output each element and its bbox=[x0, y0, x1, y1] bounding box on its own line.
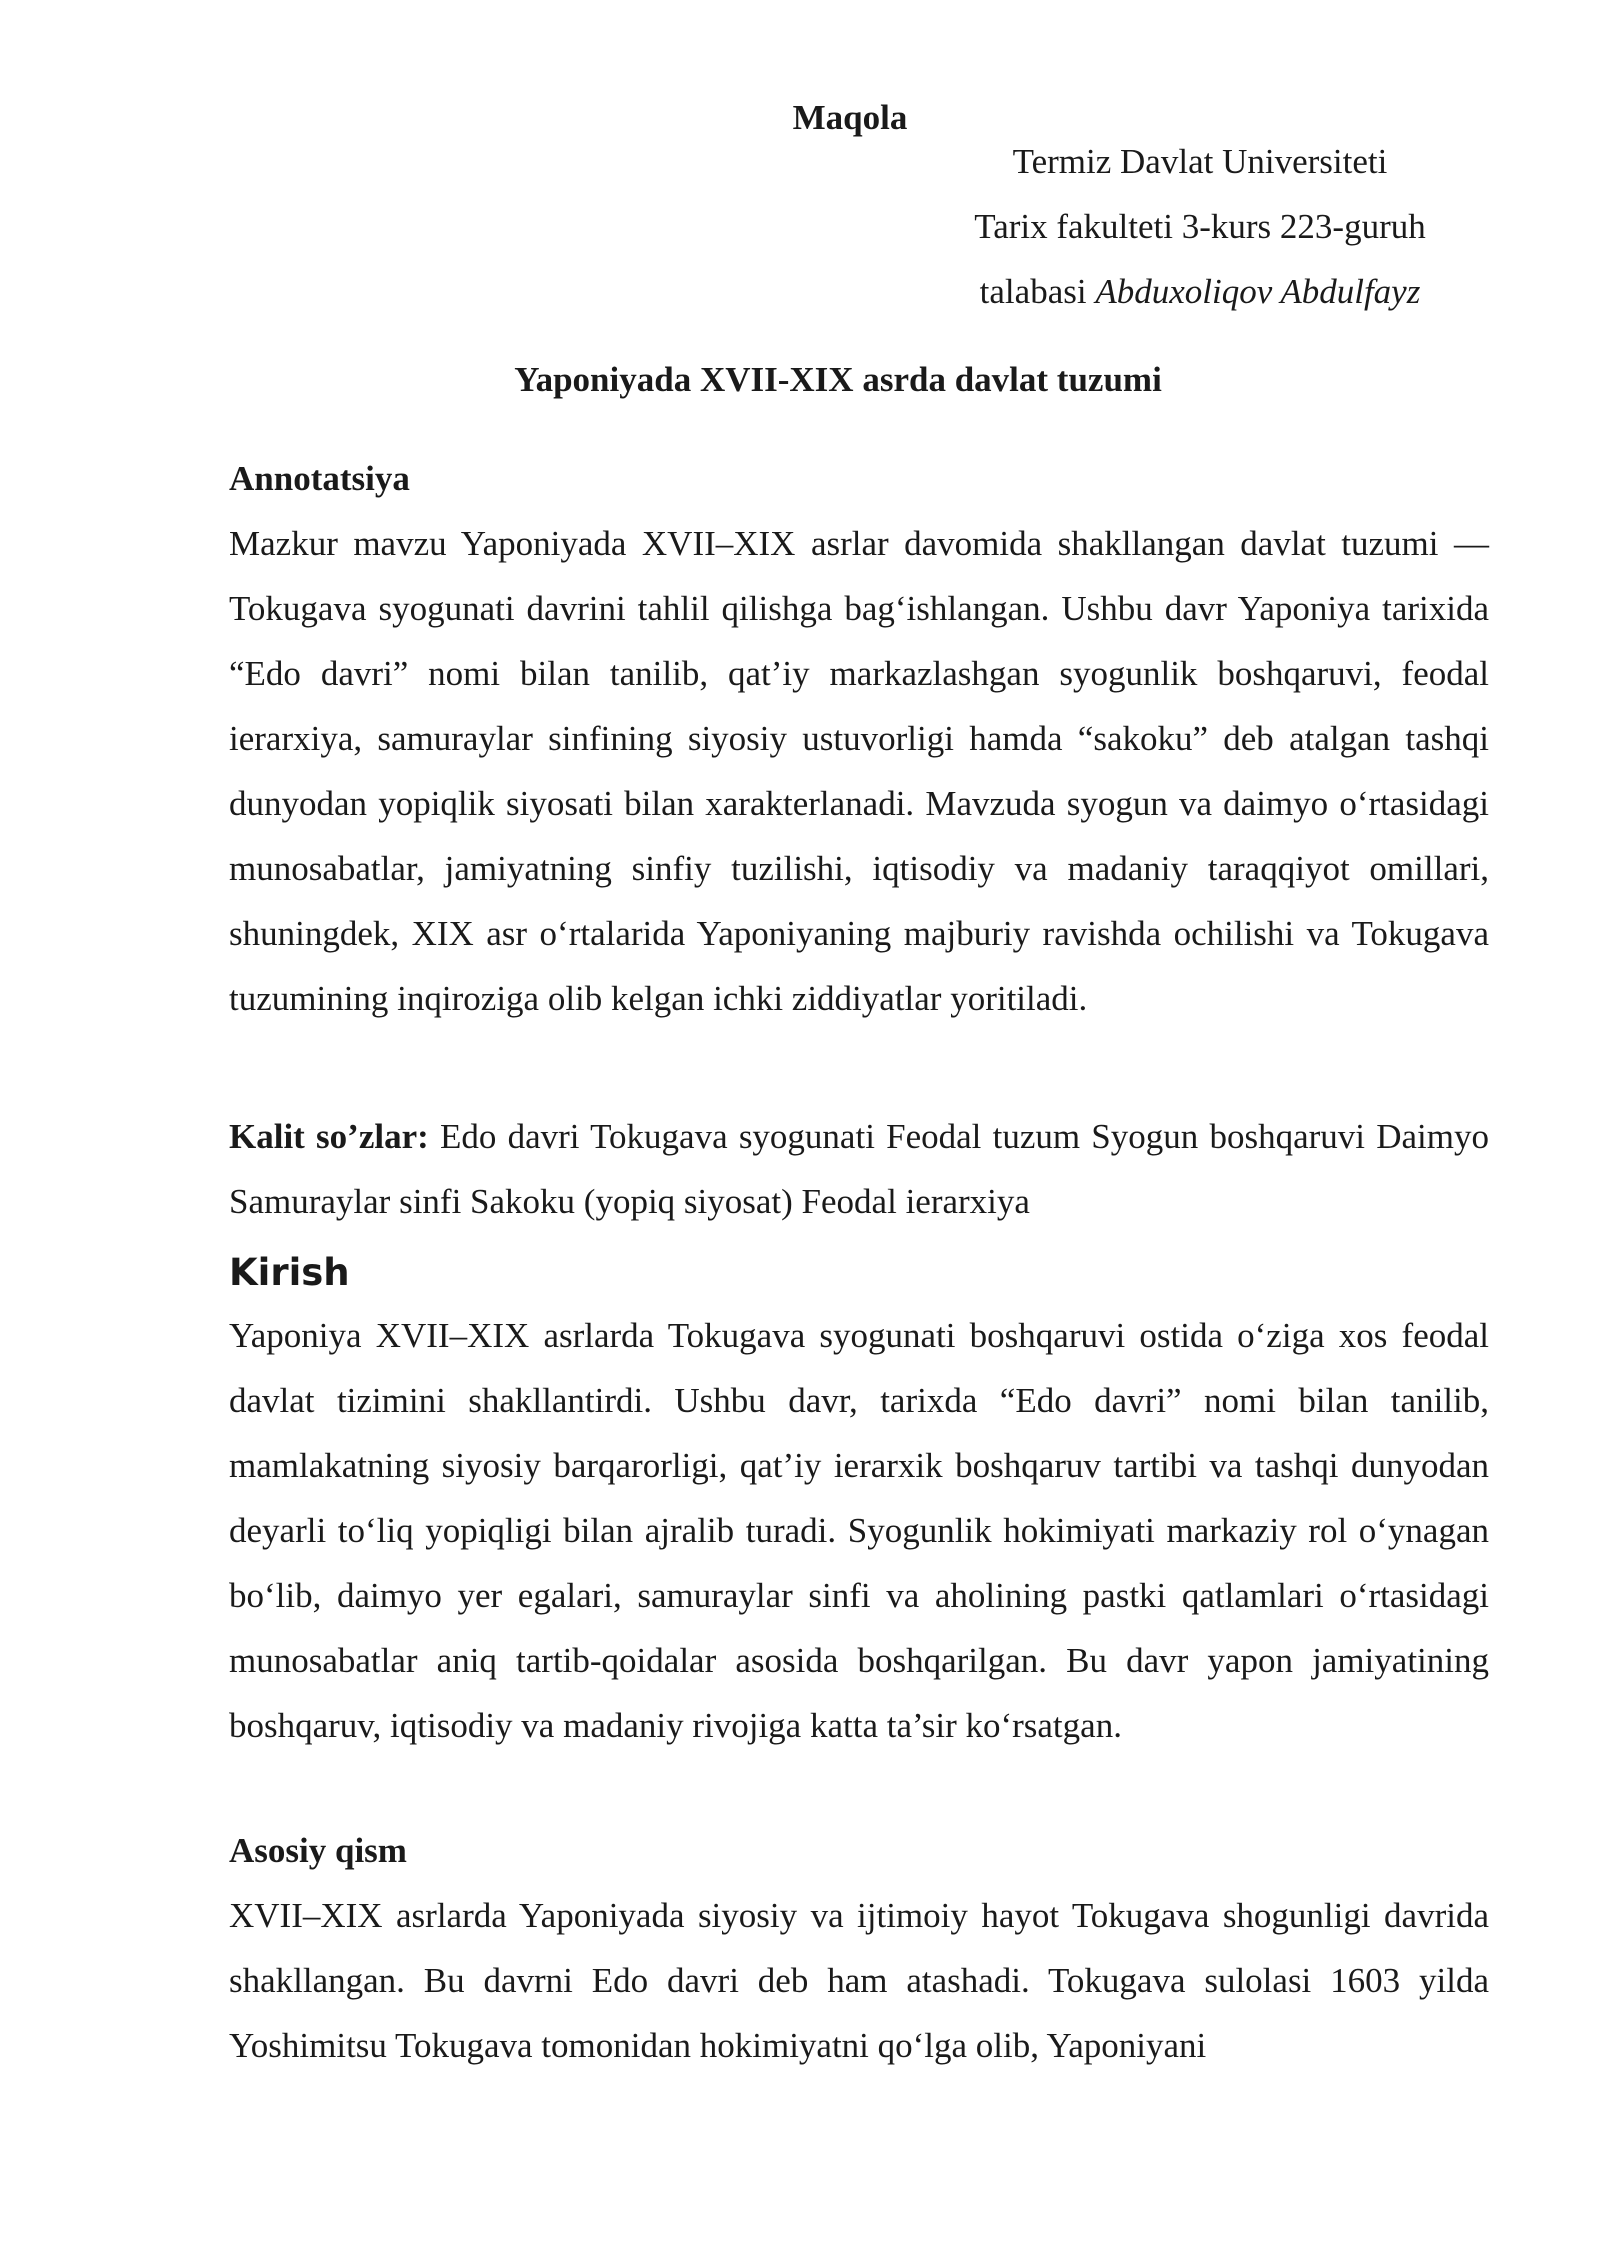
keywords-paragraph bbox=[229, 1104, 1489, 1234]
article-title: Yaponiyada XVII-XIX asrda davlat tuzumi bbox=[514, 360, 1162, 399]
introduction-heading: Kirish bbox=[229, 1251, 350, 1294]
author-faculty: Tarix fakulteti 3-kurs 223-guruh bbox=[974, 207, 1426, 246]
article-label: Maqola bbox=[792, 98, 908, 137]
annotation-heading: Annotatsiya bbox=[229, 459, 410, 498]
annotation-section bbox=[229, 446, 1489, 1031]
keywords-label: Kalit so’zlar: bbox=[229, 1117, 429, 1156]
introduction-section bbox=[229, 1243, 1489, 1758]
author-prefix: talabasi bbox=[979, 272, 1087, 311]
main-part-heading: Asosiy qism bbox=[229, 1831, 407, 1870]
annotation-text: Mazkur mavzu Yaponiyada XVII–XIX asrlar davomida shakllangan davlat tuzumi — Tokugava syogunati davrini tahlil qilishga bag‘ishlangan. Ushbu davr Yaponiya tarixida “Edo davri” nomi bilan tanilib, qat’iy markazlashgan syogunlik boshqaruvi, feodal ierarxiya, samuraylar sinfining siyosiy ustuvorligi hamda “sakoku” deb atalgan tashqi dunyodan yopiqlik siyosati bilan xarakterlanadi. Mavzuda syogun va daimyo o‘rtasidagi munosabatlar, jamiyatning sinfiy tuzilishi, iqtisodiy va madaniy taraqqiyot omillari, shuningdek, XIX asr o‘rtalarida Yaponiyaning majburiy ravishda ochilishi va Tokugava tuzumining inqiroziga olib kelgan ichki ziddiyatlar yoritiladi. bbox=[229, 524, 1489, 1018]
author-line bbox=[880, 272, 1520, 312]
keywords-text: Edo davri Tokugava syogunati Feodal tuzum Syogun boshqaruvi Daimyo Samuraylar sinfi Sakoku (yopiq siyosat) Feodal ierarxiya bbox=[229, 1117, 1489, 1221]
author-university: Termiz Davlat Universiteti bbox=[1012, 142, 1388, 181]
keywords-section bbox=[229, 1104, 1489, 1234]
main-part-text: XVII–XIX asrlarda Yaponiyada siyosiy va ijtimoiy hayot Tokugava shogunligi davrida shakllangan. Bu davrni Edo davri deb ham atashadi. Tokugava sulolasi 1603 yilda Yoshimitsu Tokugava tomonidan hokimiyatni qo‘lga olib, Yaponiyani bbox=[229, 1896, 1489, 2065]
author-name: Abduxoliqov Abdulfayz bbox=[1095, 272, 1421, 311]
main-part-section bbox=[229, 1818, 1489, 2078]
introduction-text: Yaponiya XVII–XIX asrlarda Tokugava syogunati boshqaruvi ostida o‘ziga xos feodal davlat tizimini shakllantirdi. Ushbu davr, tarixda “Edo davri” nomi bilan tanilib, mamlakatning siyosiy barqarorligi, qat’iy ierarxik boshqaruv tartibi va tashqi dunyodan deyarli to‘liq yopiqligi bilan ajralib turadi. Syogunlik hokimiyati markaziy rol o‘ynagan bo‘lib, daimyo yer egalari, samuraylar sinfi va aholining pastki qatlamlari o‘rtasidagi munosabatlar aniq tartib-qoidalar asosida boshqarilgan. Bu davr yapon jamiyatining boshqaruv, iqtisodiy va madaniy rivojiga katta ta’sir ko‘rsatgan. bbox=[229, 1316, 1489, 1745]
